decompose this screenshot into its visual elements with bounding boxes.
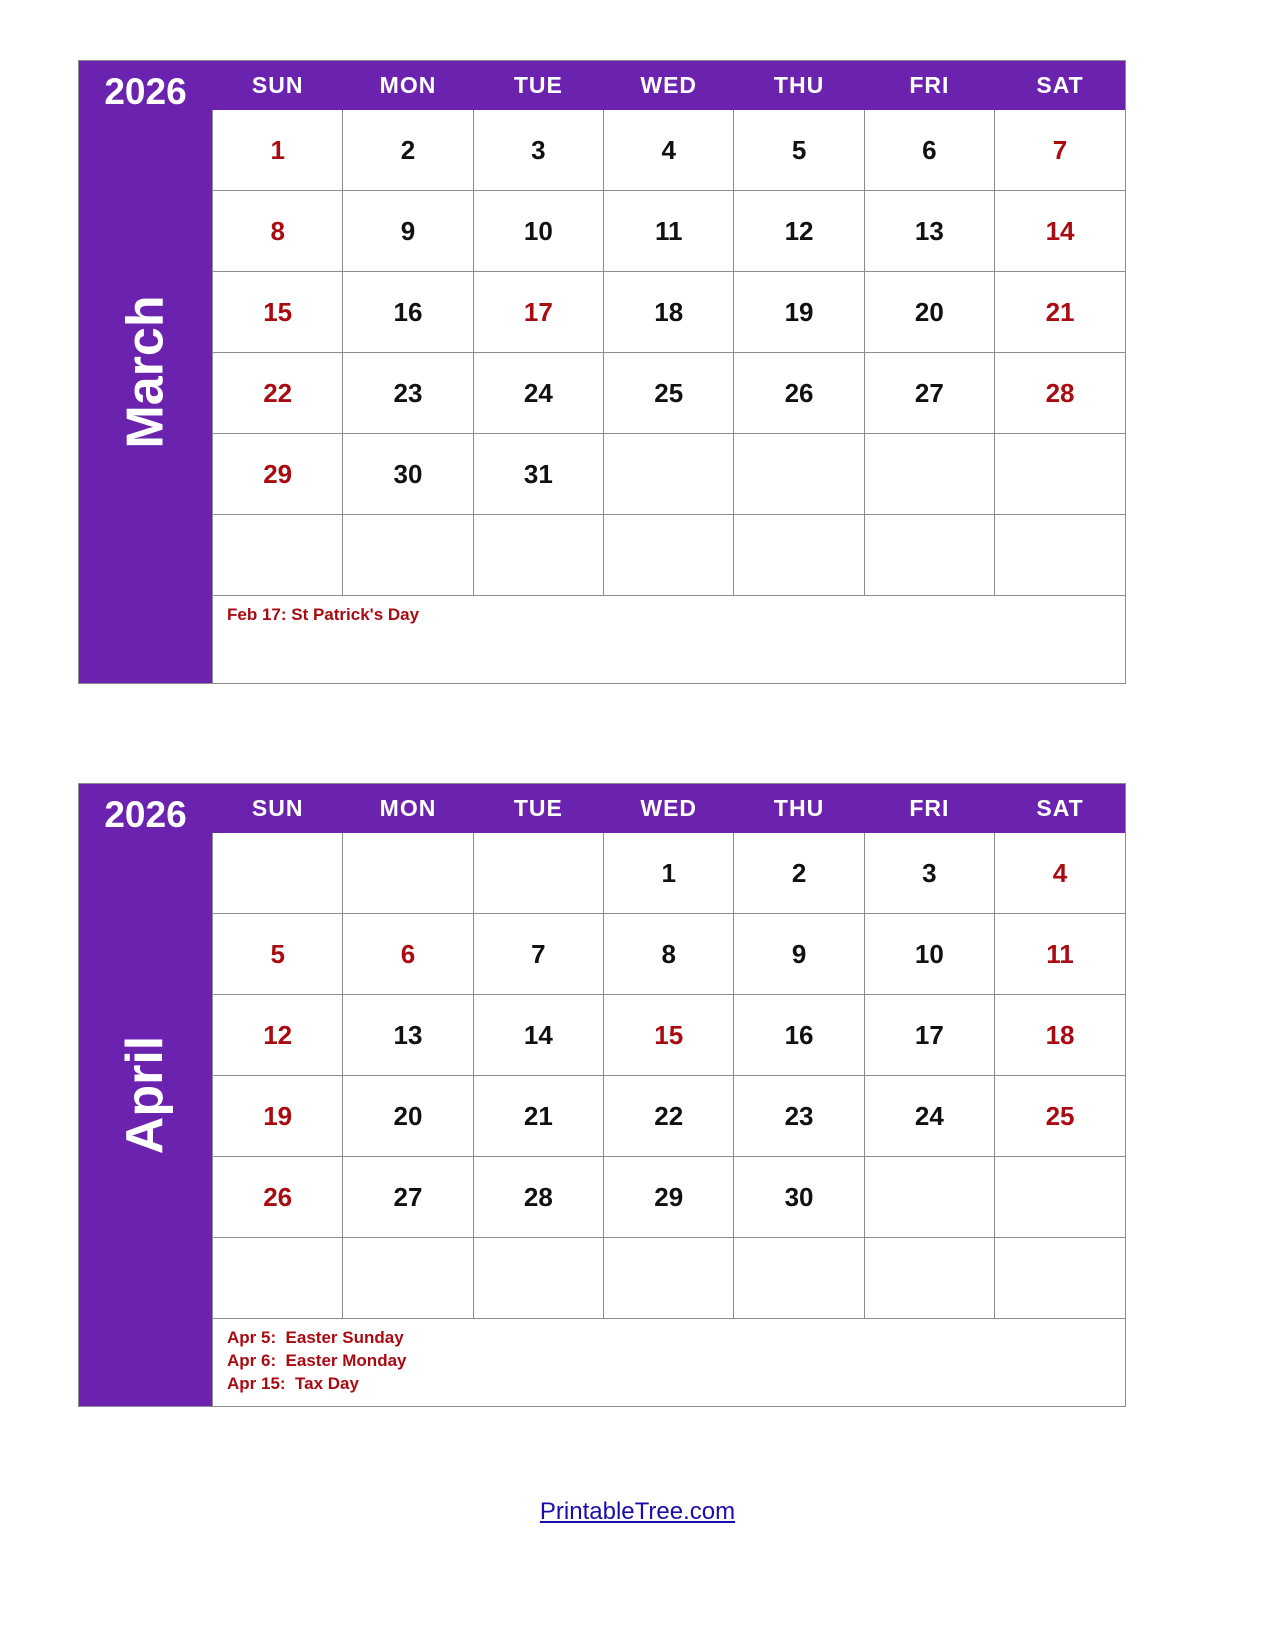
day-cell: 5 bbox=[734, 110, 864, 191]
day-cell: 1 bbox=[213, 110, 343, 191]
weekday-header-fri: FRI bbox=[864, 62, 994, 110]
day-cell: 24 bbox=[473, 353, 603, 434]
day-cell: 22 bbox=[213, 353, 343, 434]
week-row bbox=[213, 1238, 1126, 1319]
day-cell bbox=[213, 833, 343, 914]
day-cell bbox=[864, 1238, 994, 1319]
day-cell: 13 bbox=[864, 191, 994, 272]
day-cell: 19 bbox=[213, 1076, 343, 1157]
month-block-april bbox=[78, 783, 1126, 1407]
day-cell bbox=[473, 833, 603, 914]
day-cell: 20 bbox=[343, 1076, 473, 1157]
day-cell bbox=[473, 1238, 603, 1319]
day-cell bbox=[343, 833, 473, 914]
month-name-text: April bbox=[116, 1035, 175, 1155]
day-cell: 30 bbox=[343, 434, 473, 515]
day-cell: 20 bbox=[864, 272, 994, 353]
day-cell bbox=[995, 1238, 1125, 1319]
weekday-header-thu: THU bbox=[734, 785, 864, 833]
day-cell-holiday: 15 bbox=[604, 995, 734, 1076]
day-cell: 2 bbox=[343, 110, 473, 191]
weekday-header-mon: MON bbox=[343, 62, 473, 110]
weekday-header-fri: FRI bbox=[864, 785, 994, 833]
day-cell: 30 bbox=[734, 1157, 864, 1238]
week-row bbox=[213, 1157, 1126, 1238]
day-cell: 21 bbox=[995, 272, 1125, 353]
day-cell: 23 bbox=[343, 353, 473, 434]
day-cell: 23 bbox=[734, 1076, 864, 1157]
day-cell bbox=[864, 515, 994, 596]
weekday-header-row bbox=[213, 785, 1126, 833]
day-cell bbox=[343, 515, 473, 596]
day-cell: 26 bbox=[213, 1157, 343, 1238]
day-cell bbox=[604, 434, 734, 515]
weekday-header-tue: TUE bbox=[473, 62, 603, 110]
day-cell-holiday: 6 bbox=[343, 914, 473, 995]
month-sidebar bbox=[79, 784, 212, 1406]
day-cell: 4 bbox=[604, 110, 734, 191]
day-cell: 1 bbox=[604, 833, 734, 914]
notes-cell bbox=[213, 1319, 1126, 1406]
day-cell: 25 bbox=[604, 353, 734, 434]
day-cell: 11 bbox=[995, 914, 1125, 995]
calendar-grid bbox=[212, 784, 1125, 1406]
day-cell: 5 bbox=[213, 914, 343, 995]
weekday-header-sun: SUN bbox=[213, 785, 343, 833]
week-row bbox=[213, 434, 1126, 515]
day-cell bbox=[604, 1238, 734, 1319]
day-cell bbox=[995, 434, 1125, 515]
notes-row bbox=[213, 1319, 1126, 1406]
weekday-header-wed: WED bbox=[604, 785, 734, 833]
week-row bbox=[213, 353, 1126, 434]
day-cell bbox=[995, 1157, 1125, 1238]
day-cell bbox=[734, 515, 864, 596]
day-cell: 9 bbox=[734, 914, 864, 995]
weekday-header-thu: THU bbox=[734, 62, 864, 110]
year-label: 2026 bbox=[104, 71, 187, 112]
day-cell bbox=[213, 515, 343, 596]
day-cell-holiday: 17 bbox=[473, 272, 603, 353]
month-sidebar bbox=[79, 61, 212, 683]
weekday-header-sat: SAT bbox=[995, 785, 1125, 833]
month-grid-wrapper bbox=[212, 784, 1125, 1406]
day-cell: 15 bbox=[213, 272, 343, 353]
day-cell bbox=[604, 515, 734, 596]
calendar-grid bbox=[212, 61, 1125, 683]
month-block-march bbox=[78, 60, 1126, 684]
day-cell: 7 bbox=[473, 914, 603, 995]
day-cell: 6 bbox=[864, 110, 994, 191]
month-name bbox=[79, 784, 212, 1406]
printabletree-link[interactable]: PrintableTree.com bbox=[539, 1498, 736, 1525]
footer bbox=[0, 1498, 1275, 1526]
weekday-header-sun: SUN bbox=[213, 62, 343, 110]
year-label: 2026 bbox=[104, 794, 187, 835]
week-row bbox=[213, 914, 1126, 995]
day-cell: 16 bbox=[343, 272, 473, 353]
holiday-note: Apr 6: Easter Monday bbox=[227, 1350, 407, 1370]
day-cell: 25 bbox=[995, 1076, 1125, 1157]
day-cell: 12 bbox=[213, 995, 343, 1076]
month-name-text: March bbox=[116, 295, 175, 449]
month-block-wrapper bbox=[78, 60, 1126, 684]
week-row bbox=[213, 191, 1126, 272]
day-cell bbox=[864, 1157, 994, 1238]
week-row bbox=[213, 995, 1126, 1076]
holiday-note: Feb 17: St Patrick's Day bbox=[227, 605, 420, 624]
week-row bbox=[213, 515, 1126, 596]
day-cell bbox=[343, 1238, 473, 1319]
day-cell: 10 bbox=[473, 191, 603, 272]
day-cell bbox=[473, 515, 603, 596]
day-cell: 31 bbox=[473, 434, 603, 515]
day-cell bbox=[734, 1238, 864, 1319]
weekday-header-wed: WED bbox=[604, 62, 734, 110]
day-cell: 21 bbox=[473, 1076, 603, 1157]
day-cell: 16 bbox=[734, 995, 864, 1076]
day-cell: 29 bbox=[604, 1157, 734, 1238]
week-row bbox=[213, 833, 1126, 914]
week-row bbox=[213, 110, 1126, 191]
weekday-header-mon: MON bbox=[343, 785, 473, 833]
month-grid-wrapper bbox=[212, 61, 1125, 683]
holiday-note: Apr 5: Easter Sunday bbox=[227, 1328, 404, 1347]
day-cell bbox=[734, 434, 864, 515]
day-cell: 12 bbox=[734, 191, 864, 272]
day-cell: 14 bbox=[473, 995, 603, 1076]
day-cell: 18 bbox=[604, 272, 734, 353]
day-cell: 8 bbox=[213, 191, 343, 272]
month-name bbox=[79, 61, 212, 683]
day-cell: 28 bbox=[473, 1157, 603, 1238]
day-cell: 22 bbox=[604, 1076, 734, 1157]
day-cell: 26 bbox=[734, 353, 864, 434]
day-cell: 10 bbox=[864, 914, 994, 995]
day-cell: 19 bbox=[734, 272, 864, 353]
day-cell: 18 bbox=[995, 995, 1125, 1076]
month-block-wrapper bbox=[78, 783, 1126, 1407]
day-cell: 11 bbox=[604, 191, 734, 272]
week-row bbox=[213, 272, 1126, 353]
day-cell: 3 bbox=[864, 833, 994, 914]
holiday-note: Apr 15: Tax Day bbox=[227, 1373, 359, 1393]
day-cell: 17 bbox=[864, 995, 994, 1076]
day-cell: 28 bbox=[995, 353, 1125, 434]
day-cell: 29 bbox=[213, 434, 343, 515]
day-cell: 4 bbox=[995, 833, 1125, 914]
day-cell: 8 bbox=[604, 914, 734, 995]
day-cell: 24 bbox=[864, 1076, 994, 1157]
notes-cell bbox=[213, 596, 1126, 683]
day-cell: 7 bbox=[995, 110, 1125, 191]
day-cell: 27 bbox=[864, 353, 994, 434]
day-cell: 27 bbox=[343, 1157, 473, 1238]
weekday-header-sat: SAT bbox=[995, 62, 1125, 110]
day-cell: 14 bbox=[995, 191, 1125, 272]
day-cell: 13 bbox=[343, 995, 473, 1076]
day-cell: 9 bbox=[343, 191, 473, 272]
notes-row bbox=[213, 596, 1126, 683]
day-cell bbox=[864, 434, 994, 515]
day-cell: 2 bbox=[734, 833, 864, 914]
week-row bbox=[213, 1076, 1126, 1157]
weekday-header-row bbox=[213, 62, 1126, 110]
day-cell bbox=[213, 1238, 343, 1319]
day-cell: 3 bbox=[473, 110, 603, 191]
day-cell bbox=[995, 515, 1125, 596]
weekday-header-tue: TUE bbox=[473, 785, 603, 833]
